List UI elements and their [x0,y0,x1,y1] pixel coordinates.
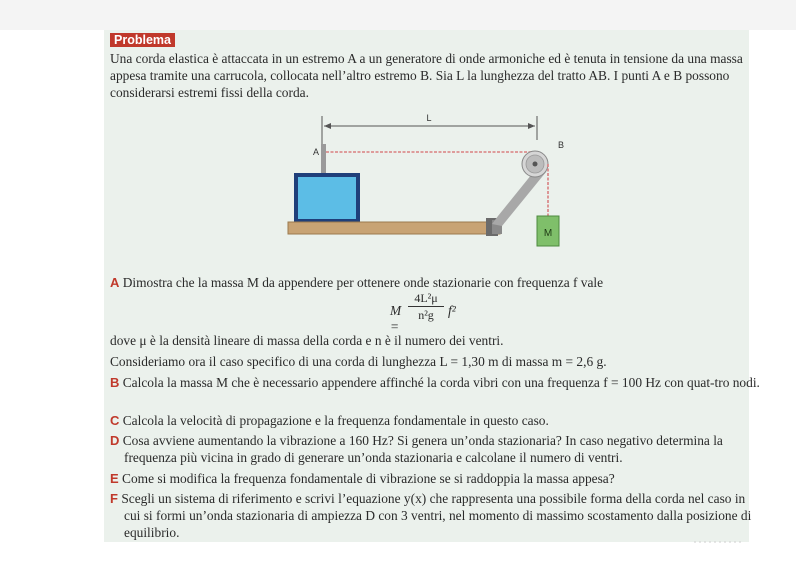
part-c-text: Calcola la velocità di propagazione e la frequenza fondamentale in questo caso. [122,413,549,428]
part-b [110,374,760,391]
part-a-note: dove μ è la densità lineare di massa della corda e n è il numero dei ventri. [110,333,504,348]
part-d-text: Cosa avviene aumentando la vibrazione a 160 Hz? Si genera un’onda stazionaria? In caso negativo determina la frequenza più vicina in grado di generare un’onda stazionaria e calcolane il numero di ventri. [122,433,723,465]
part-a [110,274,760,291]
problem-tag: Problema [110,33,175,47]
part-c-letter: C [110,413,120,428]
part-a-text: Dimostra che la massa M da appendere per ottenere onde stazionarie con frequenza f vale [122,275,604,290]
label-B: B [558,140,565,150]
generator-screen [298,177,356,219]
problem-intro: Una corda elastica è attaccata in un estremo A a un generatore di onde armoniche ed è tenuta in tensione da una massa appesa tramite una carrucola, collocata nell’altro estremo B. Sia L la lunghezza del tratto AB. I punti A e B possono considerarsi estremi fissi della corda. [110,51,743,100]
dim-arrow-right [528,123,535,129]
part-f-letter: F [110,491,118,506]
formula-denominator: n²g [418,308,434,322]
formula-lhs: M = [390,303,402,334]
label-M: M [543,228,553,239]
part-f [110,490,760,541]
dim-arrow-left [324,123,331,129]
string-wave-diagram [282,112,572,257]
label-A: A [313,147,320,157]
top-bar [0,0,796,30]
part-e-text: Come si modifica la frequenza fondamentale di vibrazione se si raddoppia la massa appesa? [122,471,615,486]
part-c [110,412,760,429]
part-b-letter: B [110,375,120,390]
part-d [110,432,760,466]
part-a-letter: A [110,275,120,290]
context-text: Consideriamo ora il caso specifico di una corda di lunghezza L = 1,30 m di massa m = 2,6 g. [110,354,607,369]
formula-rhs: f² [448,303,456,318]
table [288,222,500,234]
page-fold-mark [694,538,744,544]
part-b-text: Calcola la massa M che è necessario appendere affinché la corda vibri con una frequenza f = 100 Hz con quat-tro nodi. [122,375,760,390]
problem-page [104,30,760,542]
generator-rod [321,144,326,178]
formula-numerator: 4L²μ [408,290,444,307]
part-d-letter: D [110,433,120,448]
label-L: L [426,113,432,123]
part-e-letter: E [110,471,119,486]
formula-fraction [408,290,444,323]
part-f-text: Scegli un sistema di riferimento e scrivi l’equazione y(x) che rappresenta una possibile forma della corda nel caso in cui si formi un’onda stazionaria di ampiezza D con 3 ventri, nel momento di massimo scostamento dalla posizione di equilibrio. [121,491,752,540]
part-e [110,470,760,487]
